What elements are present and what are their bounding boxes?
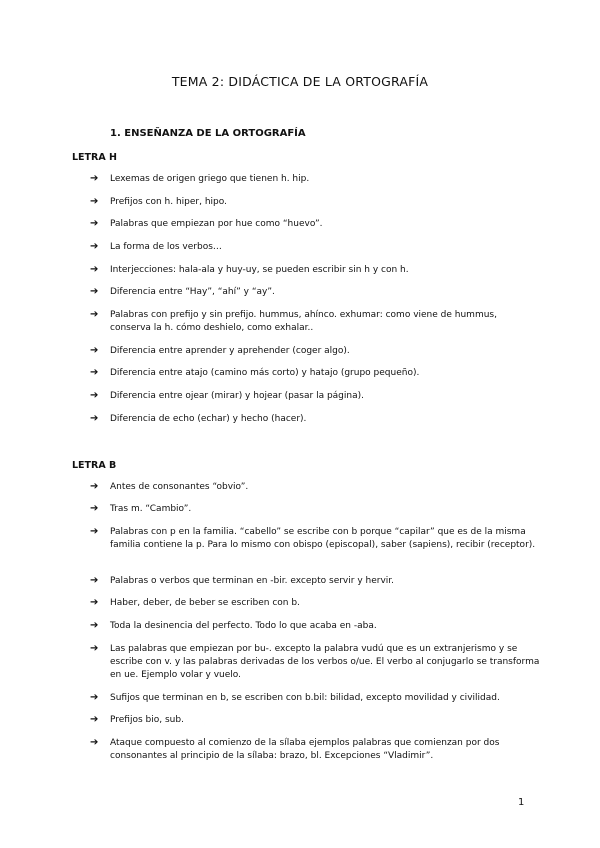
arrow-right-icon: ➔ [90, 643, 99, 654]
arrow-right-icon: ➔ [90, 286, 99, 297]
arrow-right-icon: ➔ [90, 241, 99, 252]
arrow-right-icon: ➔ [90, 367, 99, 378]
arrow-right-icon: ➔ [90, 173, 99, 184]
arrow-right-icon: ➔ [90, 620, 99, 631]
list-item: ➔ Las palabras que empiezan por bu-. excepto la palabra vudú que es un extranjerismo y se escribe con v. y las palabras derivadas de los verbos o/ue. El verbo al conjugarlo se transforma en ue. Ejemplo volar y vuelo. [90, 643, 540, 680]
list-item: ➔ Ataque compuesto al comienzo de la sílaba ejemplos palabras que comienzan por dos consonantes al principio de la sílaba: brazo, bl. Excepciones “Vladimir”. [90, 737, 500, 761]
list-item: ➔ Prefijos bio, sub. [90, 714, 184, 725]
list-item: ➔ Diferencia entre ojear (mirar) y hojear (pasar la página). [90, 390, 364, 401]
arrow-right-icon: ➔ [90, 390, 99, 401]
section-heading: 1. ENSEÑANZA DE LA ORTOGRAFÍA [110, 128, 306, 139]
list-item: ➔ Diferencia entre atajo (camino más corto) y hatajo (grupo pequeño). [90, 367, 420, 378]
list-item: ➔ Sufijos que terminan en b, se escriben con b.bil: bilidad, excepto movilidad y civilidad. [90, 692, 500, 703]
list-item: ➔ Interjecciones: hala-ala y huy-uy, se pueden escribir sin h y con h. [90, 264, 409, 275]
page-title: TEMA 2: DIDÁCTICA DE LA ORTOGRAFÍA [171, 74, 429, 89]
arrow-right-icon: ➔ [90, 264, 99, 275]
arrow-right-icon: ➔ [90, 737, 99, 748]
list-item: ➔ Toda la desinencia del perfecto. Todo lo que acaba en -aba. [90, 620, 377, 631]
arrow-right-icon: ➔ [90, 692, 99, 703]
letra-b-heading: LETRA B [72, 460, 117, 471]
list-item: ➔ Palabras con p en la familia. “cabello” se escribe con b porque “capilar” que es de la misma familia contiene la p. Para lo mismo con obispo (episcopal), saber (sapiens), recibir (receptor). [90, 526, 536, 550]
list-item: ➔ Antes de consonantes “obvio”. [90, 481, 249, 492]
list-item: ➔ Tras m. “Cambio”. [90, 503, 192, 514]
list-item: ➔ Palabras que empiezan por hue como “huevo”. [90, 218, 323, 229]
arrow-right-icon: ➔ [90, 345, 99, 356]
arrow-right-icon: ➔ [90, 481, 99, 492]
list-item: ➔ Diferencia entre “Hay”, “ahí” y “ay”. [90, 286, 275, 297]
arrow-right-icon: ➔ [90, 503, 99, 514]
list-item: ➔ Diferencia de echo (echar) y hecho (hacer). [90, 413, 307, 424]
arrow-right-icon: ➔ [90, 309, 99, 320]
list-item: ➔ Lexemas de origen griego que tienen h. hip. [90, 173, 310, 184]
letra-h-heading: LETRA H [72, 152, 117, 163]
list-item: ➔ Prefijos con h. hiper, hipo. [90, 196, 227, 207]
arrow-right-icon: ➔ [90, 714, 99, 725]
list-item: ➔ La forma de los verbos… [90, 241, 222, 252]
page-number: 1 [518, 797, 525, 808]
arrow-right-icon: ➔ [90, 413, 99, 424]
arrow-right-icon: ➔ [90, 196, 99, 207]
arrow-right-icon: ➔ [90, 218, 99, 229]
arrow-right-icon: ➔ [90, 526, 99, 537]
arrow-right-icon: ➔ [90, 575, 99, 586]
arrow-right-icon: ➔ [90, 597, 99, 608]
list-item: ➔ Palabras con prefijo y sin prefijo. hummus, ahínco. exhumar: como viene de hummus, conserva la h. cómo deshielo, como exhalar.. [90, 309, 497, 333]
list-item: ➔ Palabras o verbos que terminan en -bir. excepto servir y hervir. [90, 575, 395, 586]
list-item: ➔ Diferencia entre aprender y aprehender (coger algo). [90, 345, 350, 356]
list-item: ➔ Haber, deber, de beber se escriben con b. [90, 597, 300, 608]
